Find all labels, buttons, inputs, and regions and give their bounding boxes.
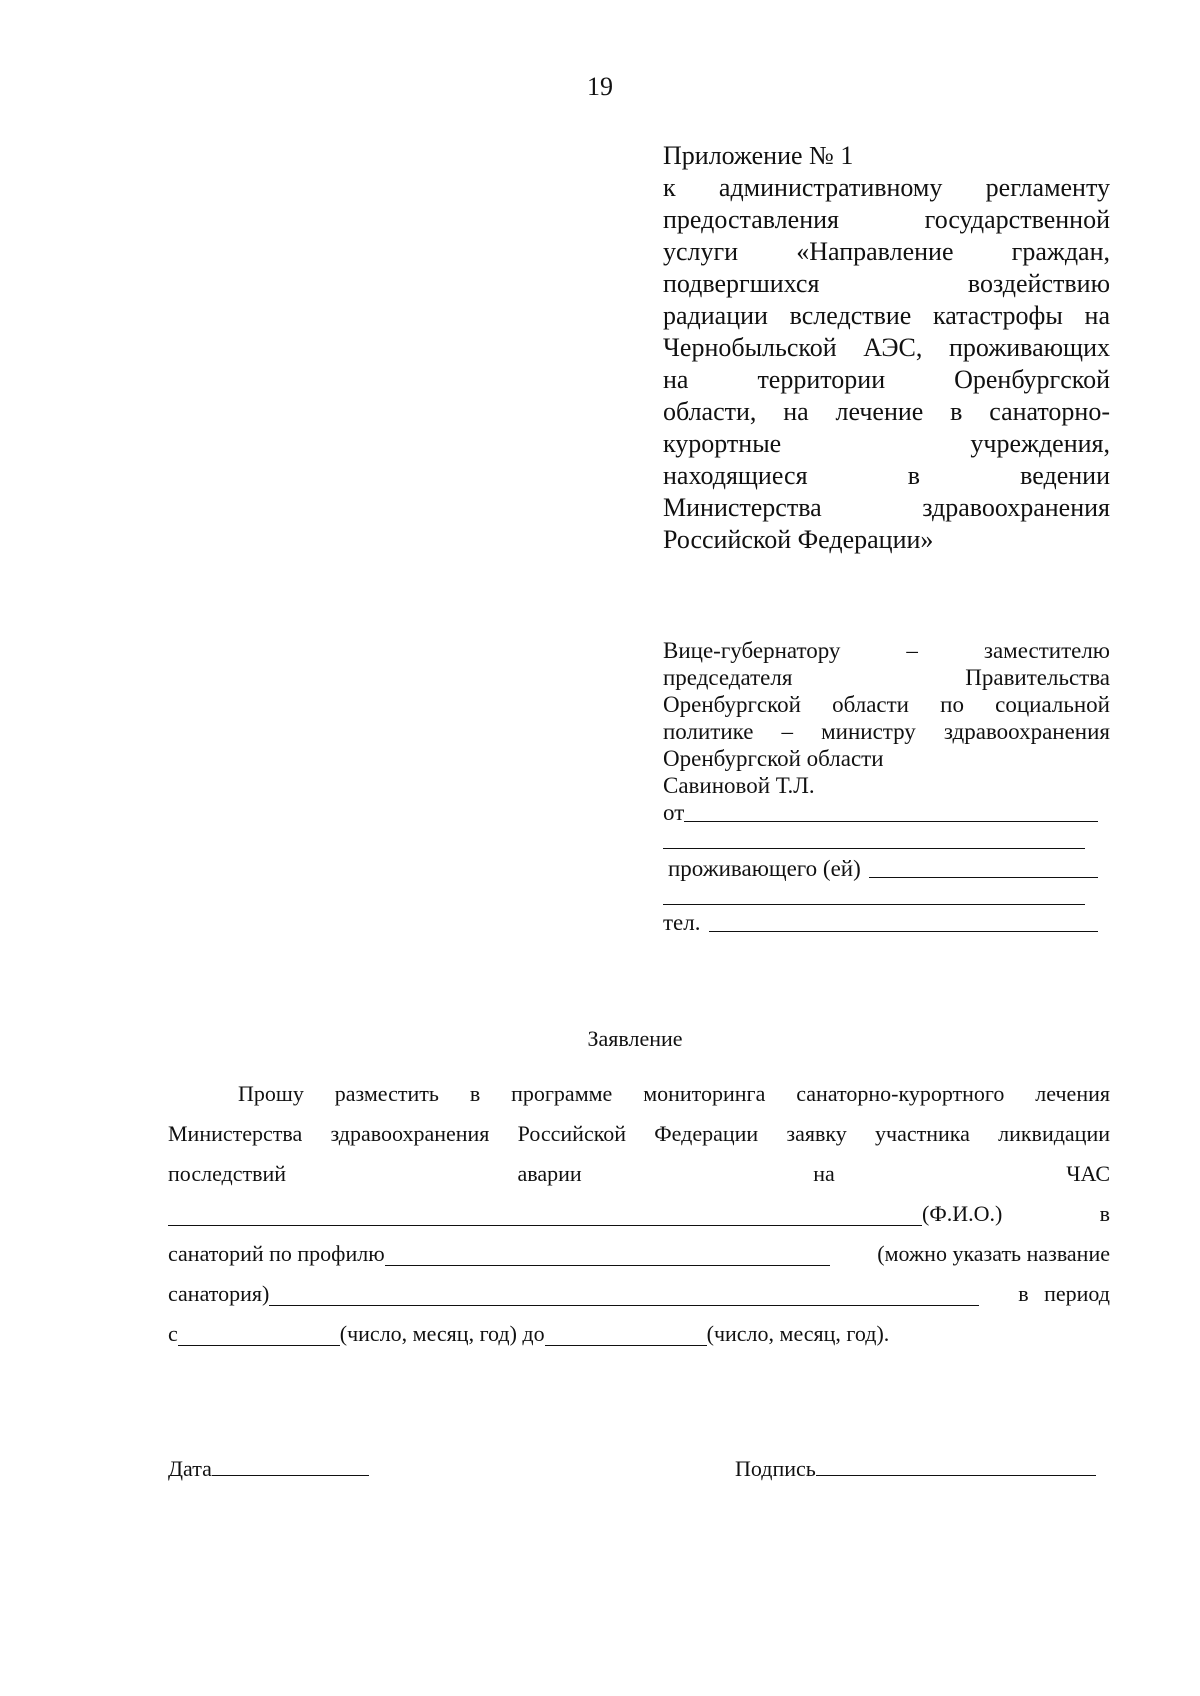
residing-field[interactable] [869, 876, 1098, 878]
appendix-line: радиации вследствие катастрофы на [663, 301, 1110, 330]
appendix-block [663, 140, 1110, 556]
statement-line-1: Прошу разместить в программе мониторинга санаторно-курортного лечения [238, 1081, 1110, 1106]
appendix-line: к административному регламенту [663, 173, 1110, 202]
from-field-2[interactable] [663, 847, 1085, 849]
statement-heading: Заявление [587, 1026, 683, 1051]
sanatorium-field[interactable] [269, 1304, 979, 1306]
date-hint-1: (число, месяц, год) до [339, 1321, 545, 1346]
date-hint-2: (число, месяц, год). [706, 1321, 890, 1346]
sanatorium-label: санатория) [168, 1281, 270, 1306]
date-label: Дата [168, 1456, 212, 1481]
appendix-title: Приложение № 1 [663, 141, 854, 170]
addressee-line: председателя Правительства [663, 665, 1110, 690]
residing-row [668, 856, 1098, 882]
addressee-line: Оренбургской области [663, 746, 884, 771]
addressee-line: политике – министру здравоохранения [663, 719, 1110, 744]
profile-label: санаторий по профилю [168, 1241, 385, 1266]
date-from-field[interactable] [178, 1344, 340, 1346]
from-field[interactable] [684, 820, 1098, 822]
addressee-block [663, 637, 1110, 799]
signature-row [735, 1456, 1096, 1482]
page-number: 19 [587, 72, 613, 101]
appendix-line: подвергшихся воздействию [663, 269, 1110, 298]
residing-label: проживающего (ей) [668, 856, 861, 881]
name-hint: (можно указать название [877, 1241, 1110, 1266]
statement-body [168, 1074, 1110, 1354]
statement-line-3 [168, 1154, 1110, 1194]
statement-line-2: Министерства здравоохранения Российской Федерации заявку участника ликвидации [168, 1121, 1110, 1146]
date-field[interactable] [212, 1474, 369, 1476]
appendix-line: находящиеся в ведении [663, 461, 1110, 490]
addressee-line: Вице-губернатору – заместителю [663, 638, 1110, 663]
word-in: в [1099, 1201, 1110, 1226]
fio-field[interactable] [168, 1224, 922, 1226]
addressee-name: Савиновой Т.Л. [663, 773, 815, 798]
addressee-line: Оренбургской области по социальной [663, 692, 1110, 717]
appendix-line: Чернобыльской АЭС, проживающих [663, 333, 1110, 362]
appendix-line: услуги «Направление граждан, [663, 237, 1110, 266]
profile-row [168, 1234, 1110, 1274]
word-chas: ЧАС [1066, 1161, 1110, 1186]
from-c: с [168, 1321, 178, 1346]
word-accident: аварии [517, 1161, 582, 1186]
signature-label: Подпись [735, 1456, 816, 1481]
phone-label: тел. [663, 910, 701, 935]
appendix-line: области, на лечение в санаторно- [663, 397, 1110, 426]
phone-row [663, 910, 1098, 936]
signature-field[interactable] [816, 1474, 1096, 1476]
profile-field[interactable] [385, 1264, 830, 1266]
word-on: на [813, 1161, 835, 1186]
appendix-line: на территории Оренбургской [663, 365, 1110, 394]
appendix-last-line: Российской Федерации» [663, 525, 934, 554]
phone-field[interactable] [709, 930, 1099, 932]
appendix-line: Министерства здравоохранения [663, 493, 1110, 522]
fio-row [168, 1194, 1110, 1234]
from-label: от [663, 800, 685, 825]
sanatorium-row [168, 1274, 1110, 1314]
address-field-2[interactable] [663, 903, 1085, 905]
fio-label: (Ф.И.О.) [922, 1201, 1003, 1226]
period-row [168, 1314, 1110, 1354]
from-row [663, 800, 1098, 826]
date-to-field[interactable] [545, 1344, 707, 1346]
appendix-line: курортные учреждения, [663, 429, 1110, 458]
word-consequences: последствий [168, 1161, 287, 1186]
date-row [168, 1456, 369, 1482]
period-label: в период [1018, 1281, 1110, 1306]
appendix-line: предоставления государственной [663, 205, 1110, 234]
